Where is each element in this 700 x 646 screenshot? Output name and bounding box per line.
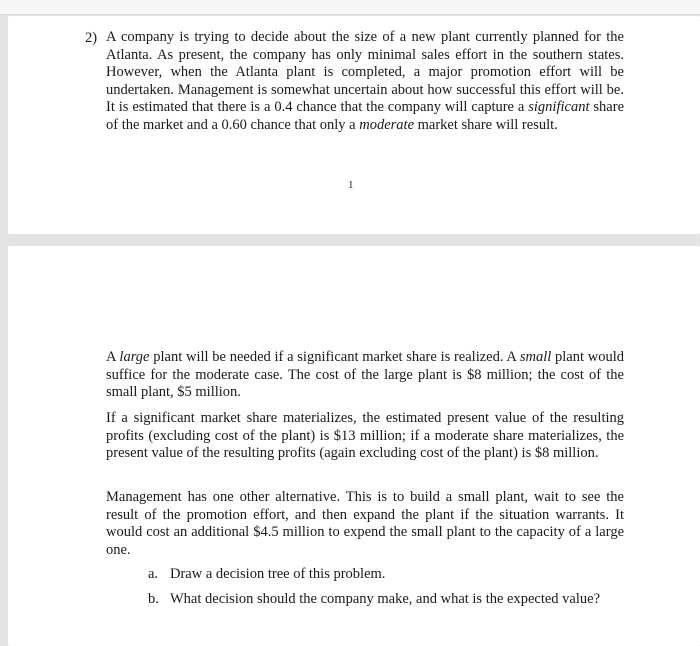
question-intro-paragraph: A company is trying to decide about the size of a new plant currently planned for the Atlanta. As present, the company has only minimal sales effort in the southern states. However, when the Atlanta plant is completed, a major promotion effort will be undertaken. Management is somewhat uncertain about how successful this effort will be. It is estimated that there is a 0.4 chance that the company will capture a significant share of the market and a 0.60 chance that only a moderate market share will result. <box>106 29 625 133</box>
list-item-text: What decision should the company make, and what is the expected value? <box>170 591 601 607</box>
list-marker: a. <box>148 566 159 582</box>
top-toolbar-strip <box>0 0 700 15</box>
document-page-2 <box>8 246 700 646</box>
alternative-paragraph: Management has one other alternative. This is to build a small plant, wait to see the result of the promotion effort, and then expand the plant if the situation warrants. It would cost an additional $4.5 million to expend the small plant to the capacity of a large one. <box>106 489 624 558</box>
emphasis-large: large <box>119 349 150 365</box>
page-number: 1 <box>348 179 354 191</box>
emphasis-significant: significant <box>528 99 590 116</box>
emphasis-moderate: moderate <box>359 116 415 133</box>
document-page-1 <box>8 16 700 234</box>
plant-size-paragraph: A large plant will be needed if a significant market share is realized. A small plant would suffice for the moderate case. The cost of the large plant is $8 million; the cost of the small plant, $5 million. <box>106 349 624 401</box>
list-item-text: Draw a decision tree of this problem. <box>170 566 386 582</box>
present-value-paragraph: If a significant market share materializes, the estimated present value of the resulting profits (excluding cost of the plant) is $13 million; if a moderate share materializes, the present value of the resulting profits (again excluding cost of the plant) is $8 million. <box>106 410 624 462</box>
question-number: 2) <box>85 30 98 46</box>
list-marker: b. <box>148 591 159 607</box>
emphasis-small: small <box>519 349 552 365</box>
